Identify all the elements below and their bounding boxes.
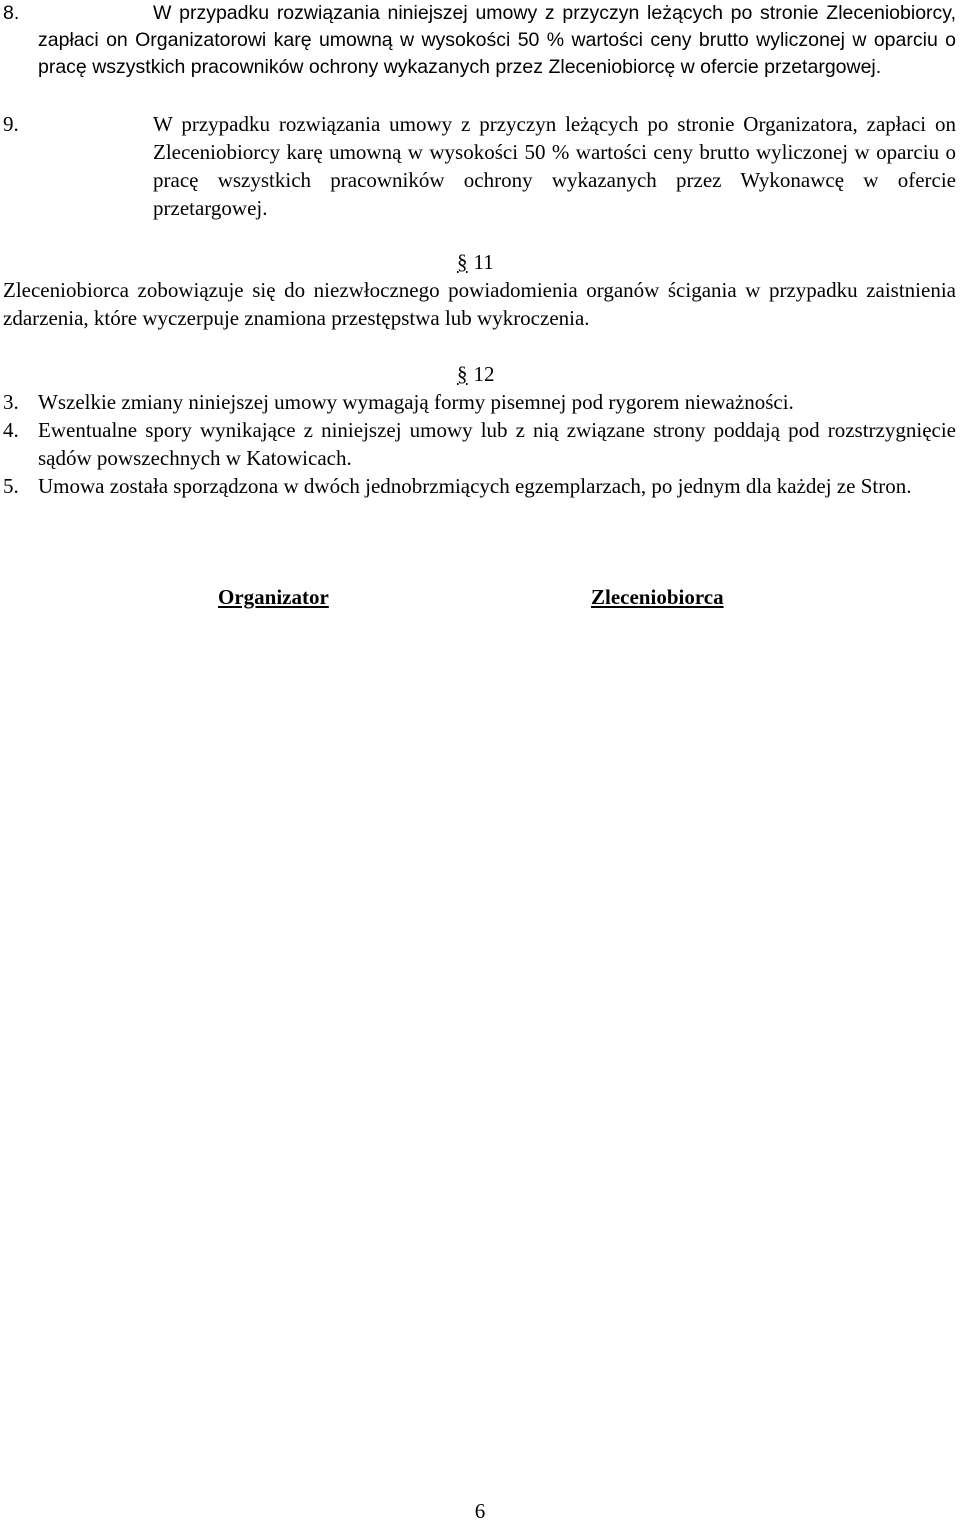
section-number: 11 bbox=[473, 250, 494, 274]
clause-text: Ewentualne spory wynikające z niniejszej umowy lub z nią związane strony poddają pod rozstrzygnięcie sądów powszechnych w Katowicach. bbox=[38, 418, 956, 470]
section-sign: § bbox=[457, 250, 468, 274]
section-heading-11 bbox=[457, 248, 494, 276]
section-sign: § bbox=[457, 362, 468, 386]
section-heading-12 bbox=[457, 360, 495, 388]
clause-text: Wszelkie zmiany niniejszej umowy wymagają formy pisemnej pod rygorem nieważności. bbox=[38, 390, 794, 414]
page-number: 6 bbox=[474, 1499, 486, 1523]
clause-item-8 bbox=[3, 0, 956, 81]
clause-number: 9. bbox=[3, 112, 19, 136]
clause-text: W przypadku rozwiązania umowy z przyczyn leżących po stronie Organizatora, zapłaci on Zleceniobiorcy karę umowną w wysokości 50 % wartości ceny brutto wyliczonej w oparciu o pracę wszystkich pracowników ochrony wykazanych przez Wykonawcę w ofercie przetargowej. bbox=[153, 112, 956, 220]
clause-item-5 bbox=[3, 472, 956, 500]
clause-number: 8. bbox=[3, 2, 20, 24]
clause-number: 4. bbox=[3, 418, 19, 442]
clause-text: Umowa została sporządzona w dwóch jednobrzmiących egzemplarzach, po jednym dla każdej ze Stron. bbox=[38, 474, 912, 498]
clause-number: 5. bbox=[3, 474, 19, 498]
clause-number: 3. bbox=[3, 390, 19, 414]
clause-item-9 bbox=[3, 110, 956, 222]
signature-organizer: Organizator bbox=[218, 585, 329, 609]
clause-text: W przypadku rozwiązania niniejszej umowy z przyczyn leżących po stronie Zleceniobiorcy, zapłaci on Organizatorowi karę umowną w wysokości 50 % wartości ceny brutto wyliczonej w oparciu o pracę wszystkich pracowników ochrony wykazanych przez Zleceniobiorcę w ofercie przetargowej. bbox=[38, 2, 956, 78]
section-11-text: Zleceniobiorca zobowiązuje się do niezwłocznego powiadomienia organów ścigania w przypadku zaistnienia zdarzenia, które wyczerpuje znamiona przestępstwa lub wykroczenia. bbox=[3, 278, 956, 330]
section-number: 12 bbox=[473, 362, 495, 386]
clause-item-4 bbox=[3, 416, 956, 472]
signature-contractor: Zleceniobiorca bbox=[591, 585, 724, 609]
clause-item-3 bbox=[3, 388, 956, 416]
